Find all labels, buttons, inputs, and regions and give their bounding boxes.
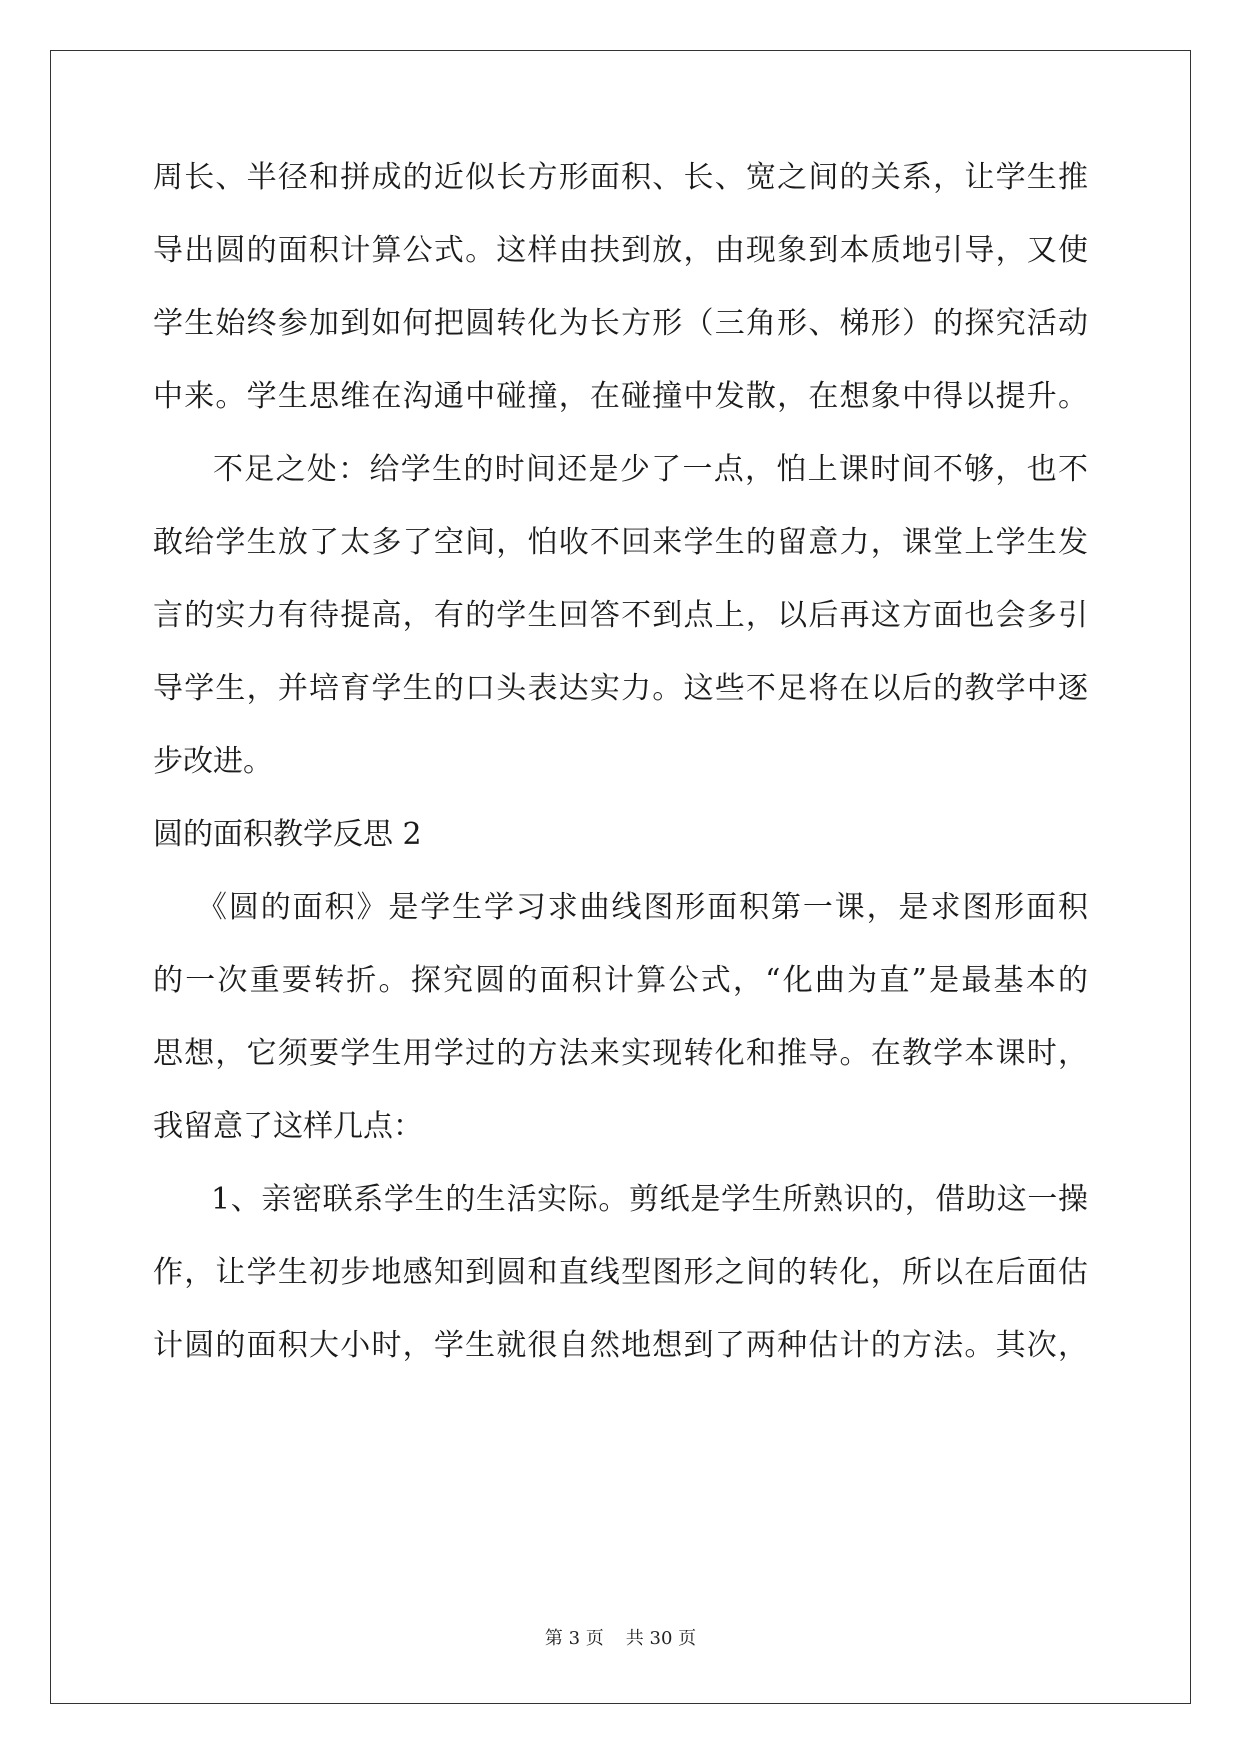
page-total: 共 30 页 <box>625 1628 697 1649</box>
paragraph-line: 中来。学生思维在沟通中碰撞，在碰撞中发散，在想象中得以提升。 <box>153 379 1088 414</box>
paragraph-line: 1、亲密联系学生的生活实际。剪纸是学生所熟识的，借助这一操 <box>211 1182 1088 1217</box>
section-heading: 圆的面积教学反思 2 <box>153 817 422 852</box>
paragraph-line: 导出圆的面积计算公式。这样由扶到放，由现象到本质地引导，又使 <box>153 233 1088 268</box>
paragraph-line: 的一次重要转折。探究圆的面积计算公式，“化曲为直”是最基本的 <box>153 963 1088 998</box>
page-footer <box>0 1627 1241 1651</box>
paragraph-line: 周长、半径和拼成的近似长方形面积、长、宽之间的关系，让学生推 <box>153 160 1088 195</box>
paragraph-line: 我留意了这样几点： <box>153 1109 423 1144</box>
paragraph-line: 言的实力有待提高，有的学生回答不到点上，以后再这方面也会多引 <box>153 598 1088 633</box>
paragraph-line: 作，让学生初步地感知到圆和直线型图形之间的转化，所以在后面估 <box>153 1255 1088 1290</box>
paragraph-line: 步改进。 <box>153 744 273 779</box>
paragraph-line: 敢给学生放了太多了空间，怕收不回来学生的留意力，课堂上学生发 <box>153 525 1088 560</box>
page-number: 第 3 页 <box>544 1628 604 1649</box>
page-border <box>50 50 1191 1704</box>
paragraph-line: 思想，它须要学生用学过的方法来实现转化和推导。在教学本课时， <box>153 1036 1088 1071</box>
paragraph-line: 导学生，并培育学生的口头表达实力。这些不足将在以后的教学中逐 <box>153 671 1088 706</box>
paragraph-line: 计圆的面积大小时，学生就很自然地想到了两种估计的方法。其次， <box>153 1328 1088 1363</box>
paragraph-line: 不足之处：给学生的时间还是少了一点，怕上课时间不够，也不 <box>213 452 1088 487</box>
paragraph-line: 学生始终参加到如何把圆转化为长方形（三角形、梯形）的探究活动 <box>153 306 1088 341</box>
paragraph-line: 《圆的面积》是学生学习求曲线图形面积第一课，是求图形面积 <box>197 890 1088 925</box>
